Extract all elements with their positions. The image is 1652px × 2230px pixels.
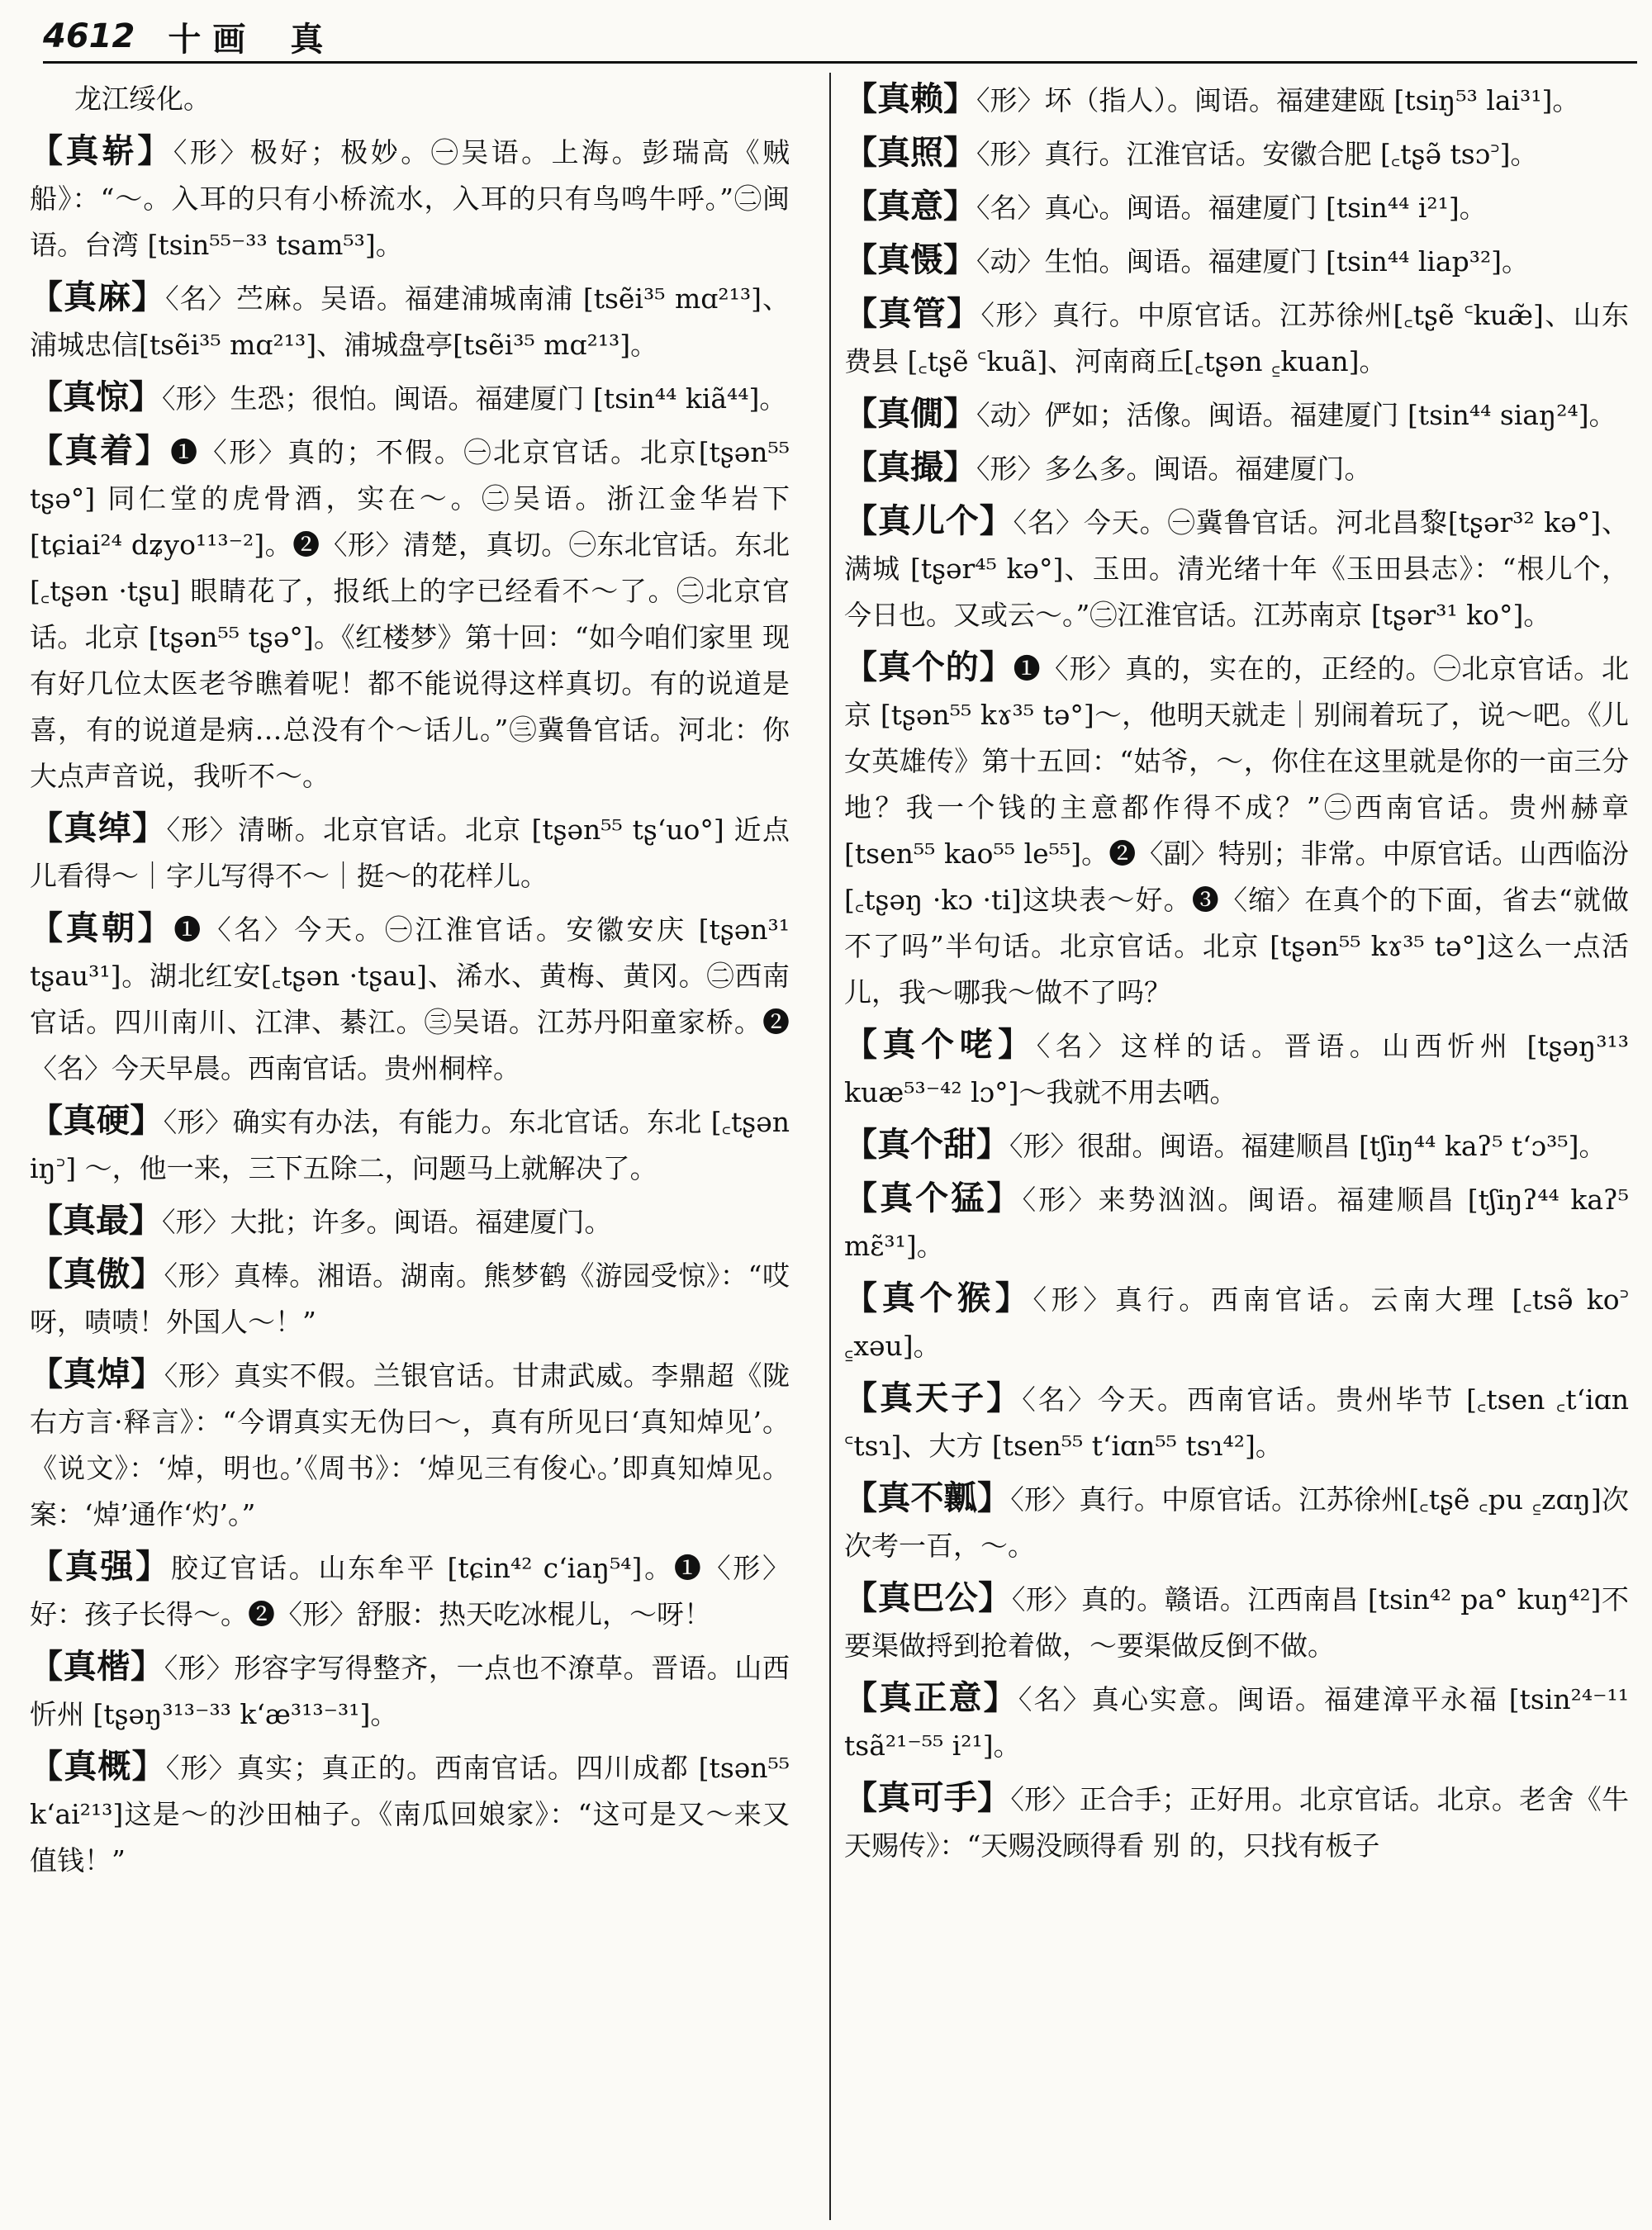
dictionary-entry: 【真不瓤】〈形〉真行。中原官话。江苏徐州[꜀tʂẽ ꜀pu ꜁zɑŋ]次次考一百，～。 [844, 1478, 1629, 1562]
headword: 【真照】 [844, 133, 976, 172]
headword: 【真惊】 [30, 377, 162, 416]
headword: 【真正意】 [844, 1678, 1018, 1717]
headword: 【真个的】 [844, 648, 1014, 686]
dictionary-entry: 【真个咾】〈名〉这样的话。晋语。山西忻州 [tʂəŋ³¹³ kuæ⁵³⁻⁴² lɔ°]～我就不用去哂。 [844, 1025, 1630, 1108]
column-divider [829, 73, 831, 2220]
dictionary-entry: 【真意】〈名〉真心。闽语。福建厦门 [tsin⁴⁴ i²¹]。 [844, 187, 1487, 225]
dictionary-entry: 龙江绥化。 [74, 83, 211, 115]
section-label: 十画 [168, 19, 258, 59]
headword: 【真楷】 [30, 1647, 164, 1686]
headword: 【真个猴】 [844, 1279, 1033, 1317]
dictionary-entry: 【真照】〈形〉真行。江淮官话。安徽合肥 [꜀tʂə̃ tsɔ꜄]。 [844, 133, 1538, 172]
dictionary-entry: 【真着】❶〈形〉真的；不假。㊀北京官话。北京[tʂən⁵⁵ tʂə°] 同仁堂的虎骨酒，实在～。㊁吴语。浙江金华岩下 [tɕiai²⁴ dʑyo¹¹³⁻²]。❷〈形〉清楚，真切。㊀东北官话。东北[꜀tʂən ·tʂu] 眼睛花了，报纸上的字已经看不～了。㊁北京官话。北京 [tʂən⁵⁵ tʂə°]。《红楼梦》第十回：“如今咱们家里 现有好几位太医老爷瞧着呢！都不能说得这样真切。有的说道是喜，有的说道是病…总没有个～话儿。”㊂冀鲁官话。河北：你大点声音说，我听不～。 [30, 431, 790, 792]
left-column [30, 76, 790, 1890]
headword: 【真巴公】 [844, 1578, 1012, 1617]
headword: 【真慑】 [844, 240, 976, 279]
dictionary-entry: 【真天子】〈名〉今天。西南官话。贵州毕节 [꜀tsen ꜀t‘iɑn ꜂tsɿ]、大方 [tsen⁵⁵ t‘iɑn⁵⁵ tsɿ⁴²]。 [844, 1378, 1629, 1462]
dictionary-entry: 【真崭】〈形〉极好；极妙。㊀吴语。上海。彭瑞高《贼船》：“～。入耳的只有小桥流水，入耳的只有鸟鸣牛呼。”㊁闽语。台湾 [tsin⁵⁵⁻³³ tsam⁵³]。 [30, 131, 790, 261]
dictionary-entry: 【真朝】❶〈名〉今天。㊀江淮官话。安徽安庆 [tʂən³¹ tʂau³¹]。湖北红安[꜀tʂən ·tʂau]、浠水、黄梅、黄冈。㊁西南官话。四川南川、江津、綦江。㊂吴语。江苏丹阳童家桥。❷〈名〉今天早晨。西南官话。贵州桐梓。 [30, 909, 790, 1084]
right-column [844, 76, 1629, 1875]
dictionary-entry: 【真惊】〈形〉生恐；很怕。闽语。福建厦门 [tsin⁴⁴ kiã⁴⁴]。 [30, 377, 787, 416]
page-header [43, 12, 1637, 64]
headword: 【真意】 [844, 187, 976, 225]
dictionary-entry: 【真楷】〈形〉形容字写得整齐，一点也不潦草。晋语。山西忻州 [tʂəŋ³¹³⁻³³ k‘æ³¹³⁻³¹]。 [30, 1647, 790, 1730]
headword: 【真崭】 [30, 131, 173, 170]
headword: 【真绰】 [30, 809, 167, 847]
headword: 【真赖】 [844, 79, 976, 118]
headword: 【真傲】 [30, 1255, 164, 1293]
dictionary-entry: 【真个猴】〈形〉真行。西南官话。云南大理 [꜀tsə̃ ko꜄ ꜁xəu]。 [844, 1279, 1630, 1362]
headword: 【真强】 [30, 1547, 171, 1586]
headword: 【真天子】 [844, 1378, 1023, 1417]
dictionary-entry: 【真个甜】〈形〉很甜。闽语。福建顺昌 [tʃiŋ⁴⁴ kaʔ⁵ t‘ɔ³⁵]。 [844, 1125, 1607, 1164]
headword: 【真个咾】 [844, 1025, 1037, 1064]
dictionary-entry: 【真僩】〈动〉俨如；活像。闽语。福建厦门 [tsin⁴⁴ siaŋ²⁴]。 [844, 394, 1616, 433]
dictionary-entry: 【真慑】〈动〉生怕。闽语。福建厦门 [tsin⁴⁴ liap³²]。 [844, 240, 1530, 279]
headword: 【真着】 [30, 431, 171, 470]
dictionary-entry: 【真硬】〈形〉确实有办法，有能力。东北官话。东北 [꜀tʂən iŋ꜄] ～，他一来，三下五除二，问题马上就解决了。 [30, 1101, 790, 1184]
headword: 【真儿个】 [844, 501, 1014, 540]
dictionary-entry: 【真管】〈形〉真行。中原官话。江苏徐州[꜀tʂẽ ꜂kuæ̃]、山东费县 [꜀tʂẽ ꜂kuã]、河南商丘[꜀tʂən ꜁kuan]。 [844, 294, 1629, 377]
headword: 【真撮】 [844, 448, 976, 486]
dictionary-entry: 【真巴公】〈形〉真的。赣语。江西南昌 [tsin⁴² pa° kuŋ⁴²]不要渠做捋到抢着做，～要渠做反倒不做。 [844, 1578, 1629, 1662]
headword: 【真个甜】 [844, 1125, 1009, 1164]
dictionary-entry: 【真正意】〈名〉真心实意。闽语。福建漳平永福 [tsin²⁴⁻¹¹ tsã²¹⁻⁵⁵ i²¹]。 [844, 1678, 1630, 1762]
headword: 【真僩】 [844, 394, 976, 433]
dictionary-entry: 【真强】胶辽官话。山东牟平 [tɕin⁴² c‘iaŋ⁵⁴]。❶〈形〉好：孩子长得～。❷〈形〉舒服：热天吃冰棍儿，～呀！ [30, 1547, 790, 1630]
dictionary-entry: 【真概】〈形〉真实；真正的。西南官话。四川成都 [tsən⁵⁵ k‘ai²¹³]这是～的沙田柚子。《南瓜回娘家》：“这可是又～来又值钱！” [30, 1747, 790, 1877]
dictionary-entry: 【真可手】〈形〉正合手；正好用。北京官话。北京。老舍《牛天赐传》：“天赐没顾得看 别 的，只找有板子 [844, 1778, 1630, 1862]
head-character: 真 [290, 19, 324, 59]
headword: 【真概】 [30, 1747, 166, 1786]
page-number: 4612 [43, 17, 135, 55]
headword: 【真麻】 [30, 278, 166, 316]
dictionary-entry: 【真撮】〈形〉多么多。闽语。福建厦门。 [844, 448, 1372, 486]
dictionary-entry: 【真焯】〈形〉真实不假。兰银官话。甘肃武威。李鼎超《陇右方言·释言》：“今谓真实无伪曰～，真有所见曰‘真知焯见’。《说文》：‘焯，明也。’《周书》：‘焯见三有俊心。’即真知焯见。案：‘焯’通作‘灼’。” [30, 1355, 790, 1530]
dictionary-entry: 【真儿个】〈名〉今天。㊀冀鲁官话。河北昌黎[tʂər³² kə°]、满城 [tʂər⁴⁵ kə°]、玉田。清光绪十年《玉田县志》：“根儿个，今日也。又或云～。”㊁江淮官话。江苏南京 [tʂər³¹ ko°]。 [844, 501, 1629, 631]
headword: 【真个猛】 [844, 1179, 1023, 1217]
headword: 【真朝】 [30, 909, 174, 947]
headword: 【真焯】 [30, 1355, 164, 1393]
dictionary-entry: 【真个的】❶〈形〉真的，实在的，正经的。㊀北京官话。北京 [tʂən⁵⁵ kɤ³⁵ tə°]～，他明天就走｜别闹着玩了，说～吧。《儿女英雄传》第十五回：“姑爷，～，你住在这里就是你的一亩三分地？我一个钱的主意都作得不成？”㊁西南官话。贵州赫章 [tsen⁵⁵ kao⁵⁵ le⁵⁵]。❷〈副〉特别；非常。中原官话。山西临汾[꜀tʂəŋ ·kɔ ·ti]这块表～好。❸〈缩〉在真个的下面，省去“就做不了吗”半句话。北京官话。北京 [tʂən⁵⁵ kɤ³⁵ tə°]这么一点活儿，我～哪我～做不了吗？ [844, 648, 1630, 1008]
headword: 【真不瓤】 [844, 1478, 1011, 1517]
dictionary-entry: 【真赖】〈形〉坏（指人）。闽语。福建建瓯 [tsiŋ⁵³ lai³¹]。 [844, 79, 1580, 118]
dictionary-entry: 【真傲】〈形〉真棒。湘语。湖南。熊梦鹤《游园受惊》：“哎呀，啧啧！外国人～！” [30, 1255, 790, 1338]
headword: 【真可手】 [844, 1778, 1011, 1817]
dictionary-entry: 【真麻】〈名〉苎麻。吴语。福建浦城南浦 [tsẽi³⁵ mɑ²¹³]、浦城忠信[tsẽi³⁵ mɑ²¹³]、浦城盘亭[tsẽi³⁵ mɑ²¹³]。 [30, 278, 790, 361]
headword: 【真硬】 [30, 1101, 164, 1140]
headword: 【真管】 [844, 294, 981, 333]
dictionary-entry: 【真个猛】〈形〉来势汹汹。闽语。福建顺昌 [tʃiŋʔ⁴⁴ kaʔ⁵ mɛ̃³¹]。 [844, 1179, 1630, 1262]
dictionary-entry: 【真最】〈形〉大批；许多。闽语。福建厦门。 [30, 1201, 612, 1240]
headword: 【真最】 [30, 1201, 162, 1240]
dictionary-entry: 【真绰】〈形〉清晰。北京官话。北京 [tʂən⁵⁵ tʂ‘uo°] 近点儿看得～｜字儿写得不～｜挺～的花样儿。 [30, 809, 790, 892]
